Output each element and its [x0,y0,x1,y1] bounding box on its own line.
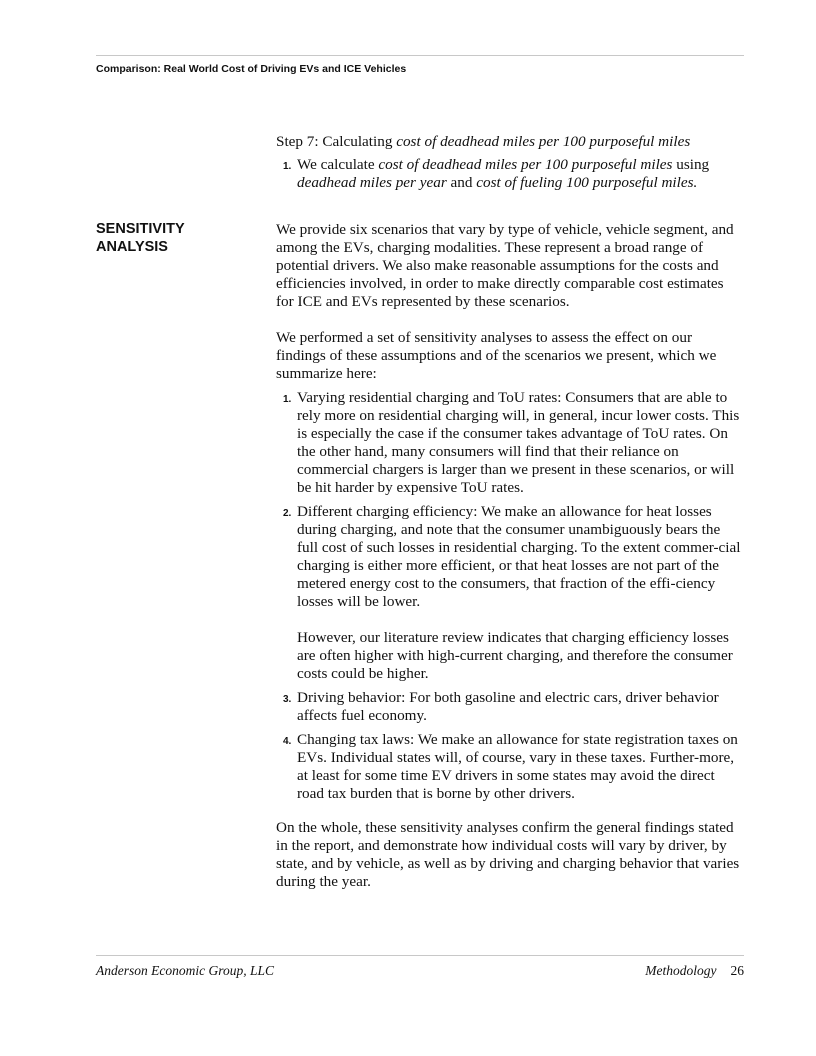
footer-section: Methodology [645,963,717,978]
sensitivity-block [276,221,744,891]
paragraph: We performed a set of sensitivity analyses to assess the effect on our findings of these assumptions and of the scenarios we present, which we summarize here: [276,329,717,382]
paragraph: We provide six scenarios that vary by type of vehicle, vehicle segment, and among the EVs, charging modalities. These represent a broad range of potential drivers. We also make reasonable assumptions for the costs and efficiencies involved, in order to make directly comparable cost estimates for ICE and EVs represented by these scenarios. [276,221,734,310]
page-number: 26 [730,963,744,978]
paragraph: On the whole, these sensitivity analyses confirm the general findings stated in the report, and demonstrate how individual costs will vary by driver, by state, and by vehicle, as well as by driving and charging behavior that varies during the year. [276,819,740,890]
list-item: 1. Varying residential charging and ToU rates: Consumers that are able to rely more on residential charging will, in general, incur lower costs. This is especially the case if the consumer takes advantage of ToU rates. On the other hand, many consumers will find that their reliance on commercial chargers is larger than we present in these scenarios, or will be hit harder by expensive ToU rates. [283,389,740,496]
footer-publisher: Anderson Economic Group, LLC [96,963,274,978]
running-header: Comparison: Real World Cost of Driving EVs and ICE Vehicles [96,63,407,75]
footer-rule [96,955,744,956]
step7-list [276,156,744,192]
list-item: 1. We calculate cost of deadhead miles per 100 purposeful miles using deadhead miles per year and cost of fueling 100 purposeful miles. [283,156,710,191]
footer-right [645,963,744,979]
sensitivity-list [276,389,744,803]
header-rule [96,55,744,56]
section-heading: SENSITIVITY ANALYSIS [96,221,185,255]
list-item: 4. Changing tax laws: We make an allowance for state registration taxes on EVs. Individual states will, of course, vary in these taxes. Further-more, at least for some time EV drivers in some states may avoid the direct road tax burden that is borne by other drivers. [283,731,738,802]
list-item-continuation: However, our literature review indicates that charging efficiency losses are often higher with high-current charging, and therefore the consumer costs could be higher. [297,629,733,682]
step7-heading: Step 7: Calculating cost of deadhead miles per 100 purposeful miles [276,133,691,150]
step7-block [276,133,744,192]
list-item: 3. Driving behavior: For both gasoline and electric cars, driver behavior affects fuel economy. [283,689,719,724]
list-item: 2. Different charging efficiency: We make an allowance for heat losses during charging, and note that the consumer unambiguously bears the full cost of such losses in residential charging. To the extent commer-cial charging is either more efficient, or that heat losses are not part of the metered energy cost to the consumers, that fraction of the effi-ciency losses will be lower. However, our literature review indicates that charging efficiency losses are often higher with high-current charging, and therefore the consumer costs could be higher. [276,503,744,683]
